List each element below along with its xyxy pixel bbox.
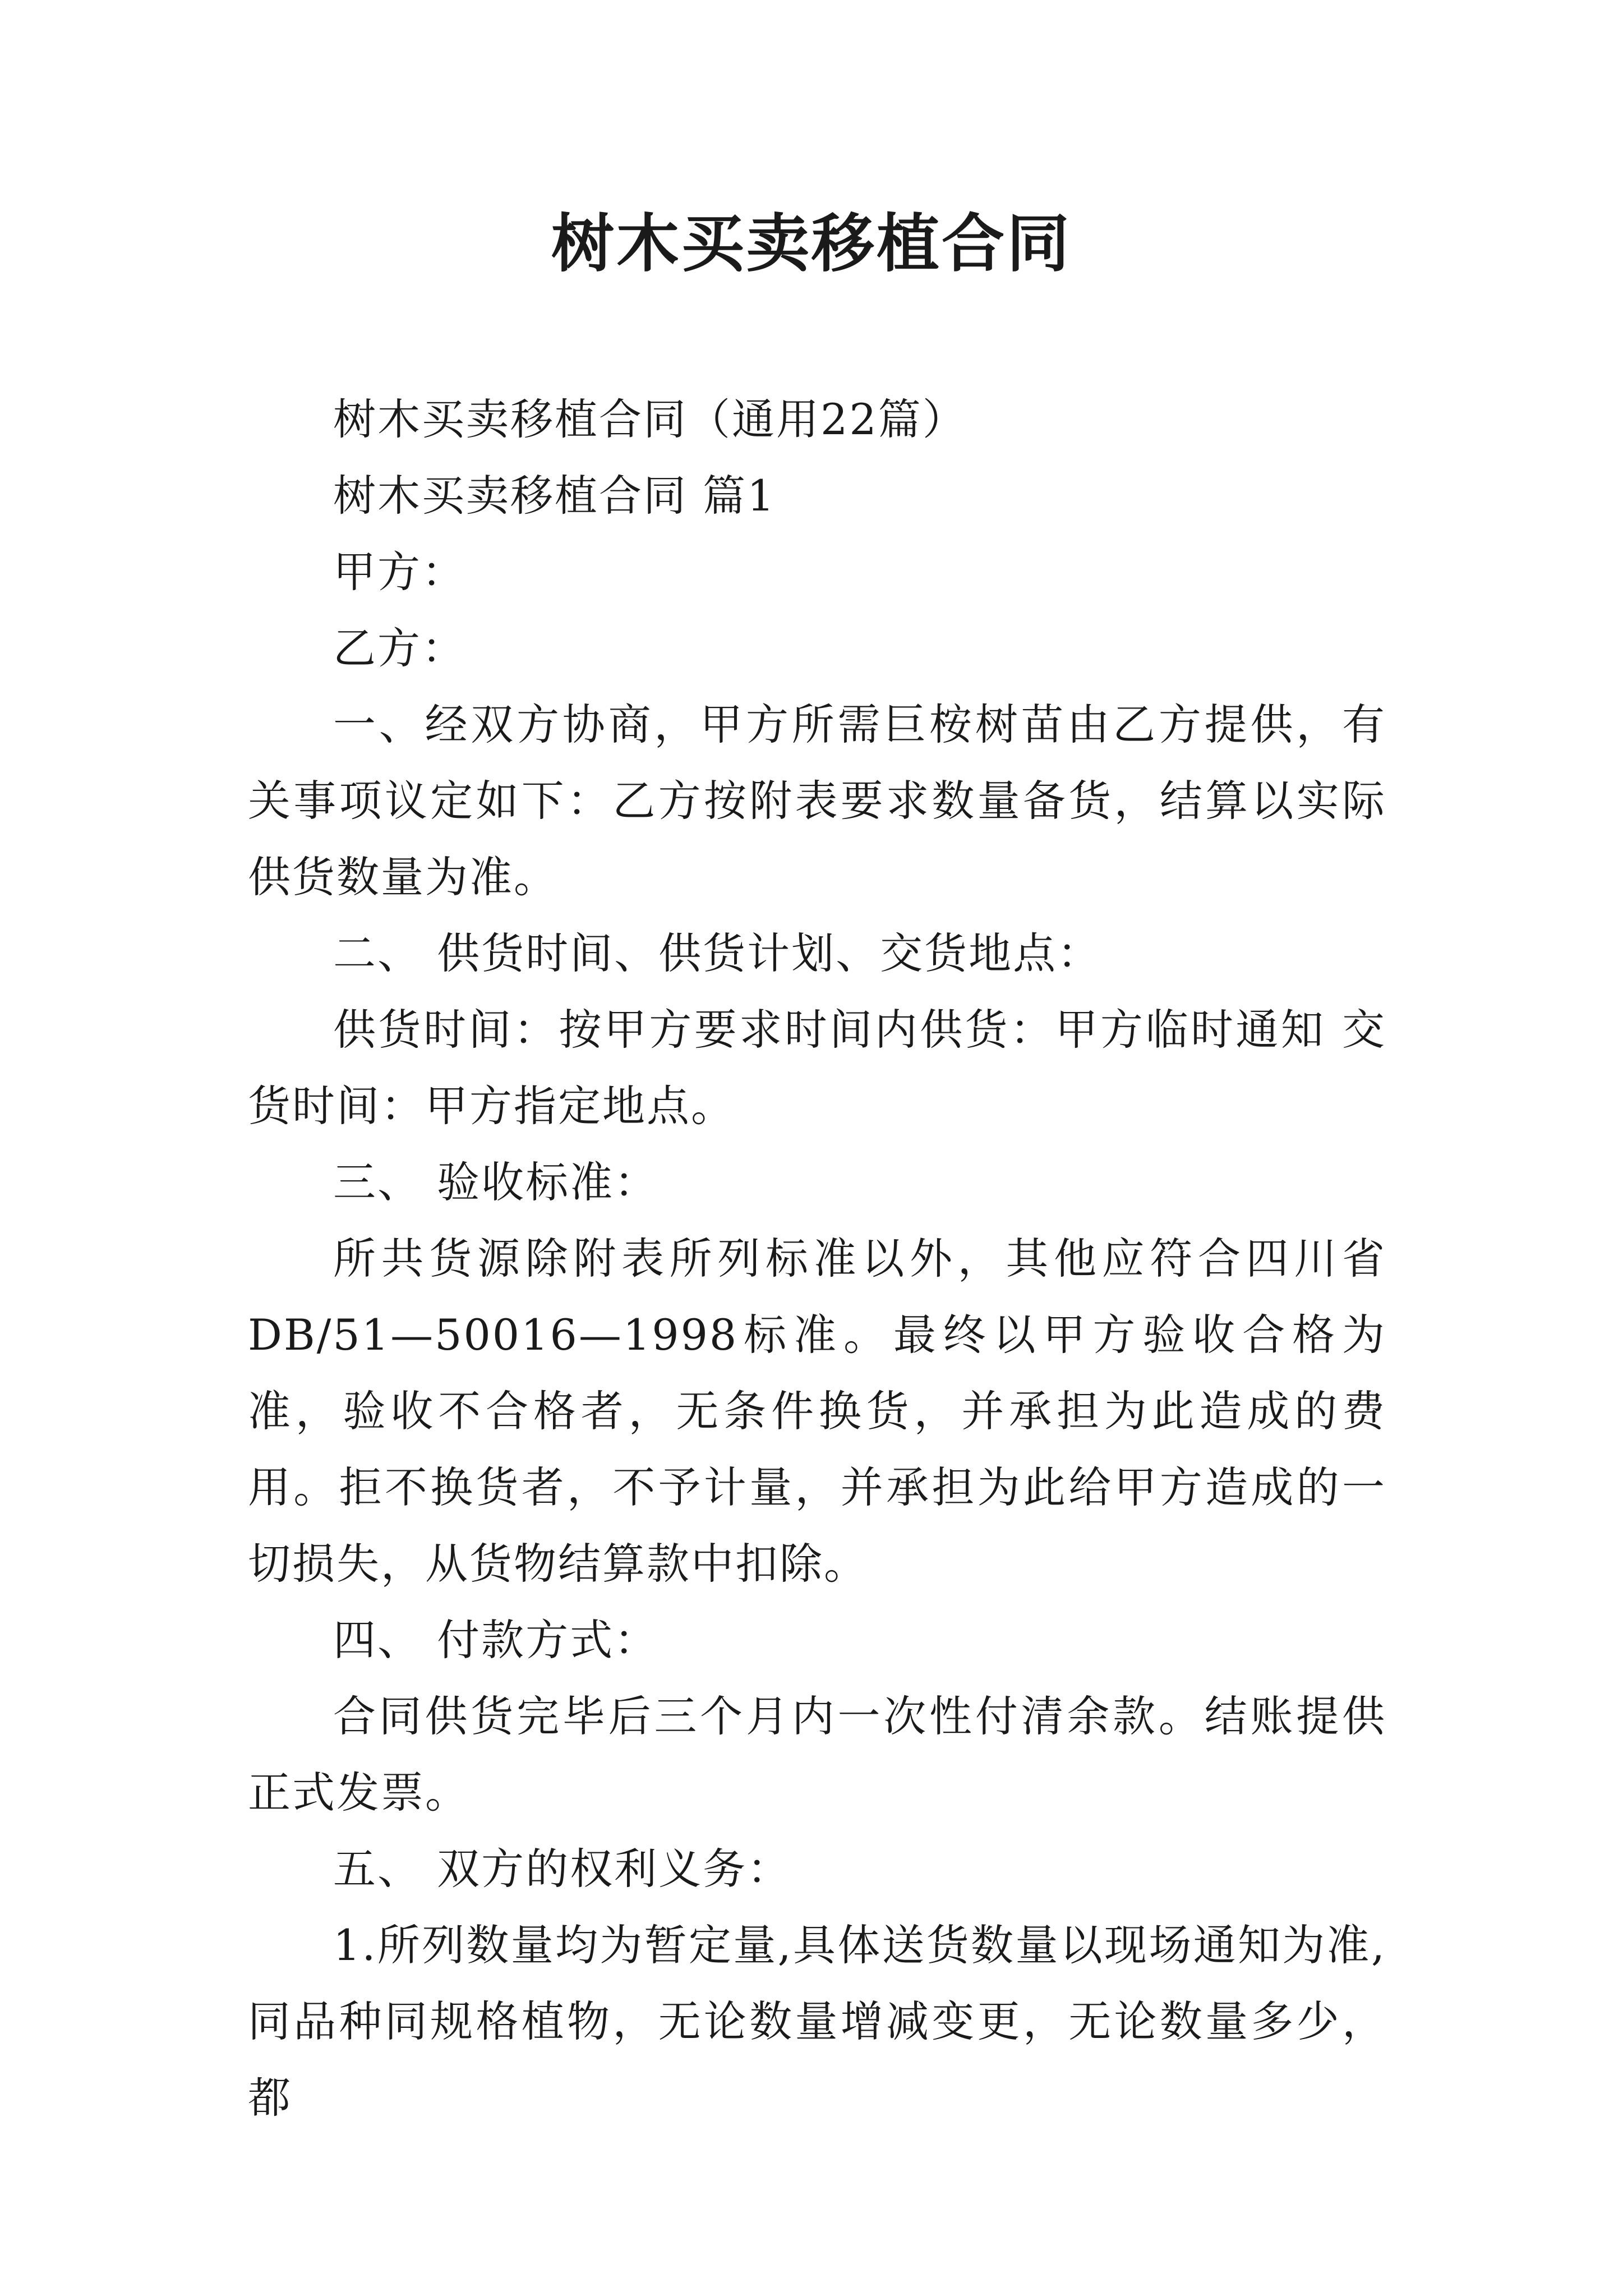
paragraph-section-heading: 树木买卖移植合同 篇1	[333, 471, 776, 521]
paragraph-clause-2-body: 供货时间：按甲方要求时间内供货：甲方临时通知 交货时间：甲方指定地点。	[248, 1005, 1386, 1131]
paragraph-subtitle: 树木买卖移植合同（通用22篇）	[333, 394, 967, 444]
paragraph-party-b: 乙方：	[333, 623, 466, 673]
paragraph-clause-1: 一、经双方协商，甲方所需巨桉树苗由乙方提供，有关事项议定如下：乙方按附表要求数量备货，结算以实际供货数量为准。	[248, 700, 1386, 902]
document-body	[248, 381, 1386, 2136]
paragraph-clause-2-heading: 二、 供货时间、供货计划、交货地点：	[333, 928, 1102, 978]
paragraph-clause-5-heading: 五、 双方的权利义务：	[333, 1844, 792, 1894]
paragraph-clause-3-body: 所共货源除附表所列标准以外，其他应符合四川省DB/51—50016—1998标准。最终以甲方验收合格为准，验收不合格者，无条件换货，并承担为此造成的费用。拒不换货者，不予计量，并承担为此给甲方造成的一切损失，从货物结算款中扣除。	[248, 1234, 1386, 1589]
document-title: 树木买卖移植合同	[551, 207, 1072, 280]
paragraph-clause-3-heading: 三、 验收标准：	[333, 1157, 659, 1207]
paragraph-clause-4-body: 合同供货完毕后三个月内一次性付清余款。结账提供正式发票。	[248, 1691, 1386, 1818]
paragraph-clause-4-heading: 四、 付款方式：	[333, 1615, 659, 1665]
paragraph-clause-5-item-1: 1.所列数量均为暂定量,具体送货数量以现场通知为准,同品种同规格植物，无论数量增减变更，无论数量多少，都	[248, 1920, 1386, 2123]
paragraph-party-a: 甲方：	[333, 547, 466, 597]
